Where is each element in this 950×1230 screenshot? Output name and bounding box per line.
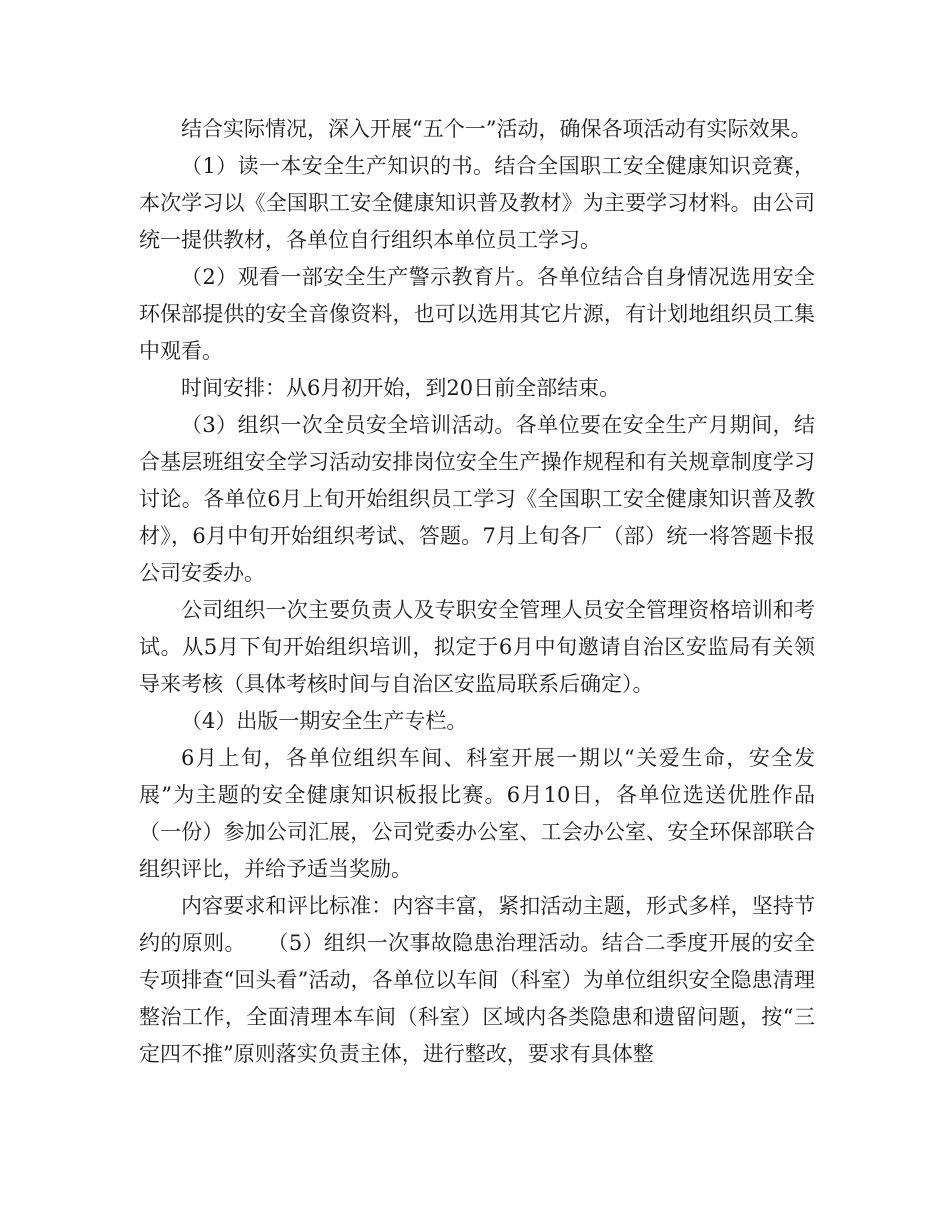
- paragraph-item-4: （4）出版一期安全生产专栏。: [181, 709, 468, 733]
- paragraph-intro: 结合实际情况，深入开展“五个一”活动，确保各项活动有实际效果。: [181, 117, 812, 141]
- paragraph-training: 公司组织一次主要负责人及专职安全管理人员安全管理资格培训和考试。从5月下旬开始组织培训，拟定于6月中旬邀请自治区安监局有关领导来考核（具体考核时间与自治区安监局联系后确定）。: [139, 598, 815, 696]
- paragraph-item-1: （1）读一本安全生产知识的书。结合全国职工安全健康知识竞赛，本次学习以《全国职工安全健康知识普及教材》为主要学习材料。由公司统一提供教材，各单位自行组织本单位员工学习。: [139, 154, 815, 252]
- paragraph-board-contest: 6月上旬，各单位组织车间、科室开展一期以“关爱生命，安全发展”为主题的安全健康知识板报比赛。6月10日，各单位选送优胜作品（一份）参加公司汇展，公司党委办公室、工会办公室、安全环保部联合组织评比，并给予适当奖励。: [139, 746, 815, 881]
- paragraph-schedule: 时间安排：从6月初开始，到20日前全部结束。: [181, 376, 621, 400]
- document-body: [139, 111, 815, 1073]
- paragraph-item-2: （2）观看一部安全生产警示教育片。各单位结合自身情况选用安全环保部提供的安全音像资料，也可以选用其它片源，有计划地组织员工集中观看。: [139, 265, 815, 363]
- paragraph-criteria-item-5: 内容要求和评比标准：内容丰富，紧扣活动主题，形式多样，坚持节约的原则。 （5）组织一次事故隐患治理活动。结合二季度开展的安全专项排查“回头看”活动，各单位以车间（科室）为单位组织安全隐患清理整治工作，全面清理本车间（科室）区域内各类隐患和遗留问题，按“三定四不推”原则落实负责主体，进行整改，要求有具体整: [139, 894, 815, 1066]
- paragraph-item-3: （3）组织一次全员安全培训活动。各单位要在安全生产月期间，结合基层班组安全学习活动安排岗位安全生产操作规程和有关规章制度学习讨论。各单位6月上旬开始组织员工学习《全国职工安全健康知识普及教材》，6月中旬开始组织考试、答题。7月上旬各厂（部）统一将答题卡报公司安委办。: [139, 413, 815, 585]
